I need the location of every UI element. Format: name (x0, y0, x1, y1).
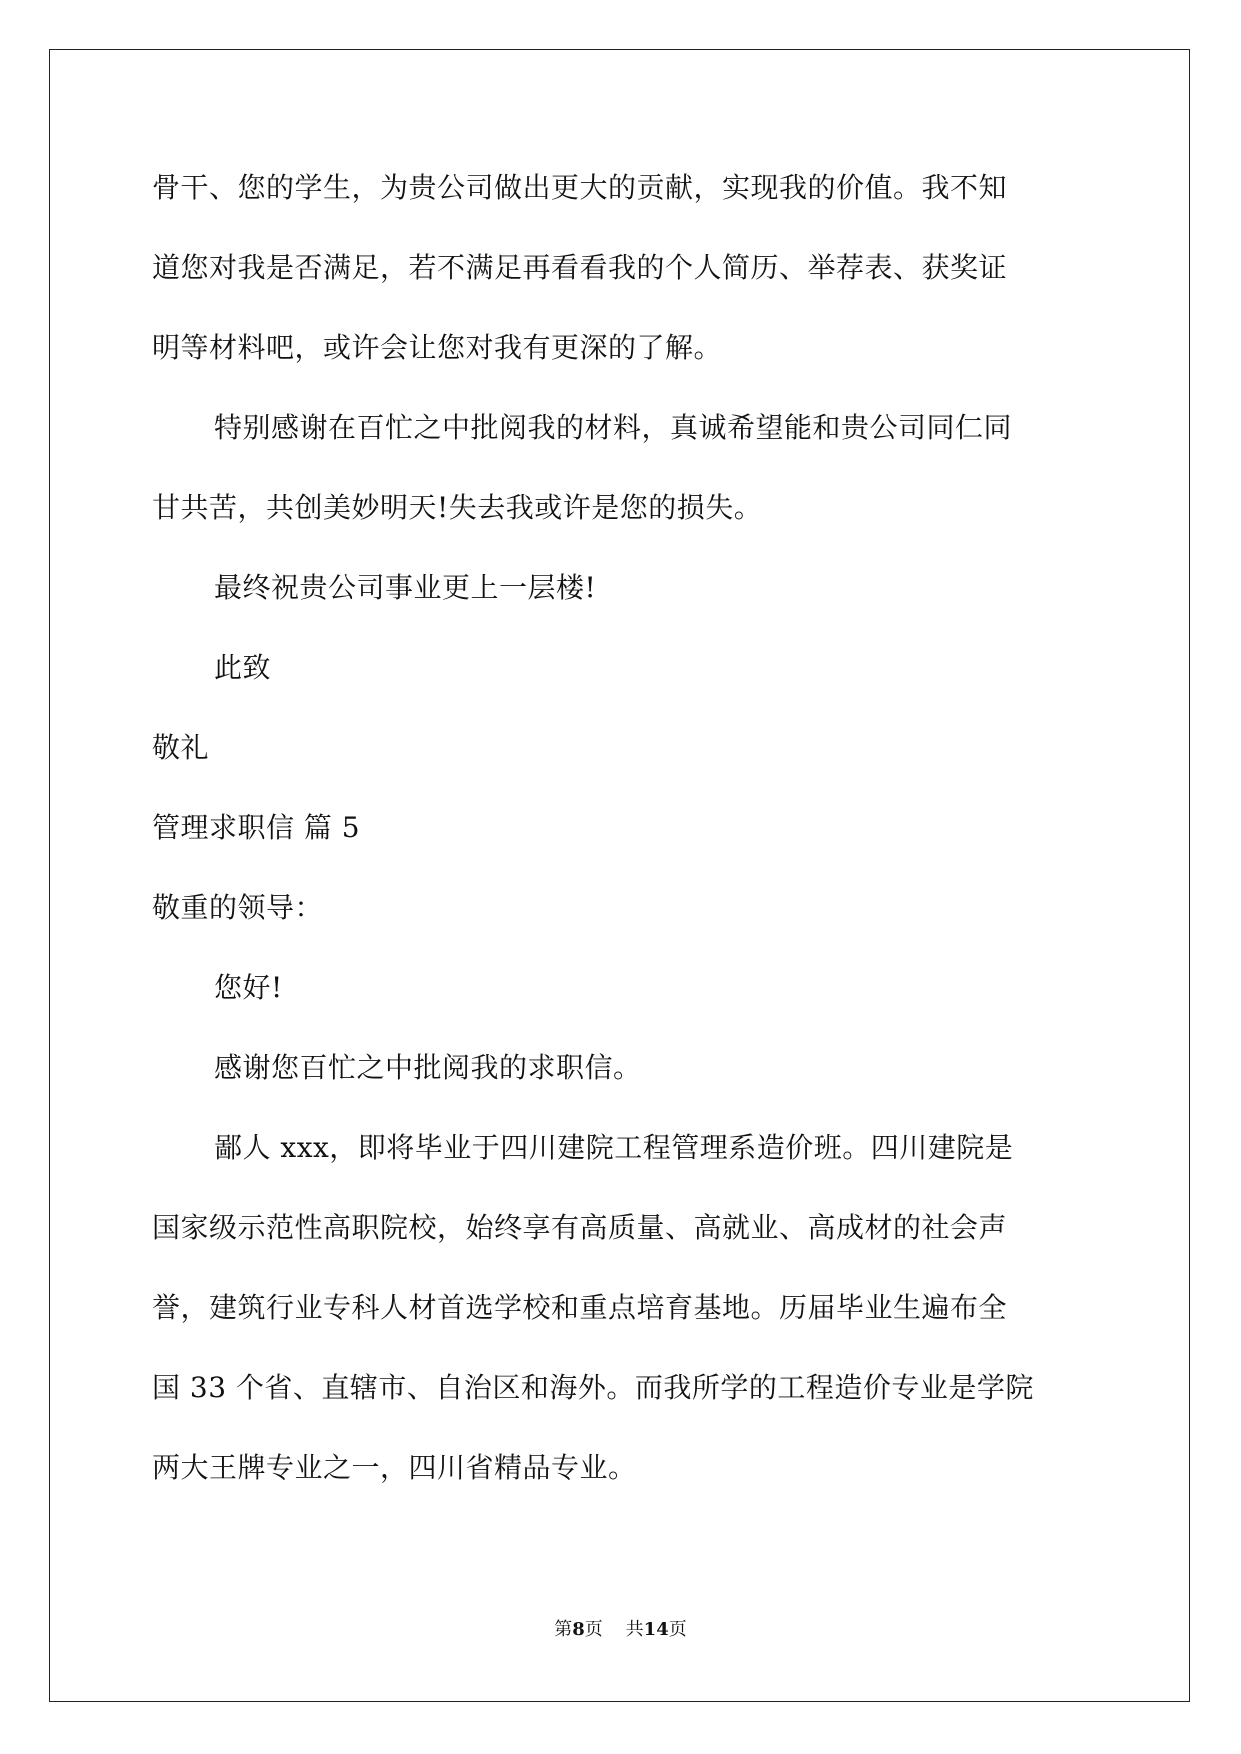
section-heading: 管理求职信 篇 5 (152, 811, 361, 844)
footer-current-page: 8 (572, 1619, 585, 1640)
body-line-12: 感谢您百忙之中批阅我的求职信。 (214, 1051, 642, 1084)
closing-salutation: 此致 (214, 651, 272, 684)
closing-regards: 敬礼 (152, 731, 210, 764)
body-line-13: 鄙人 xxx，即将毕业于四川建院工程管理系造价班。四川建院是 (214, 1131, 1014, 1164)
footer-page-unit: 页 (584, 1619, 603, 1640)
page-footer (0, 1618, 1241, 1642)
body-line-2: 道您对我是否满足，若不满足再看看我的个人简历、举荐表、获奖证 (152, 251, 1008, 284)
body-line-17: 两大王牌专业之一，四川省精品专业。 (152, 1451, 637, 1484)
footer-total-pages: 14 (643, 1619, 669, 1640)
body-line-3: 明等材料吧，或许会让您对我有更深的了解。 (152, 331, 723, 364)
footer-total-unit: 页 (668, 1619, 687, 1640)
body-line-1: 骨干、您的学生，为贵公司做出更大的贡献，实现我的价值。我不知 (152, 171, 1008, 204)
letter-greeting: 敬重的领导： (152, 891, 324, 924)
footer-total-prefix: 共 (625, 1619, 644, 1640)
body-line-15: 誉，建筑行业专科人材首选学校和重点培育基地。历届毕业生遍布全 (152, 1291, 1008, 1324)
body-line-14: 国家级示范性高职院校，始终享有高质量、高就业、高成材的社会声 (152, 1211, 1008, 1244)
body-line-16: 国 33 个省、直辖市、自治区和海外。而我所学的工程造价专业是学院 (152, 1371, 1034, 1404)
closing-wish: 最终祝贵公司事业更上一层楼! (214, 571, 597, 604)
body-line-5: 甘共苦，共创美妙明天!失去我或许是您的损失。 (152, 491, 763, 524)
footer-prefix: 第 (554, 1619, 573, 1640)
body-line-4: 特别感谢在百忙之中批阅我的材料，真诚希望能和贵公司同仁同 (214, 411, 1013, 444)
letter-hello: 您好! (214, 971, 283, 1004)
